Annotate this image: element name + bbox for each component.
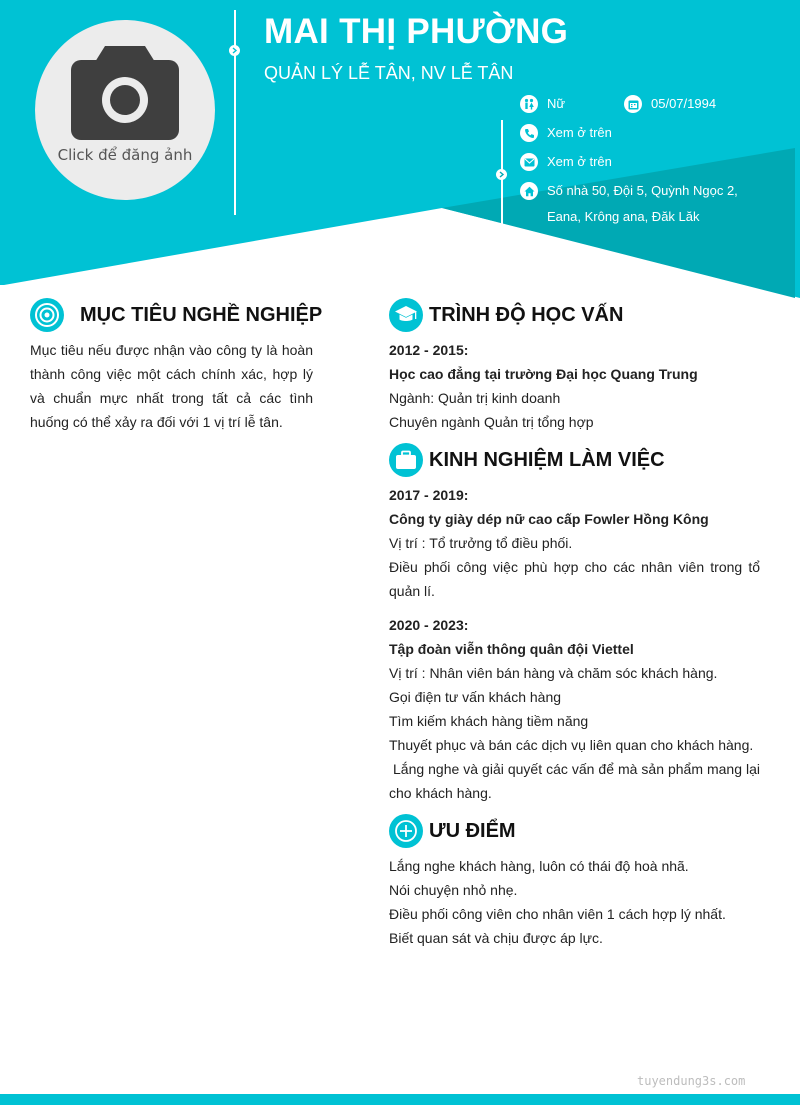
job-line: Thuyết phục và bán các dịch vụ liên quan cho khách hàng. xyxy=(389,737,754,753)
contact-birthday xyxy=(624,91,716,117)
phone-icon xyxy=(520,124,538,142)
email-icon xyxy=(520,153,538,171)
objective-heading xyxy=(30,298,322,332)
calendar-icon xyxy=(624,95,642,113)
camera-icon xyxy=(71,46,179,140)
job-line: Vị trí : Tổ trưởng tổ điều phối. xyxy=(389,535,573,551)
job-title: QUẢN LÝ LỄ TÂN, NV LỄ TÂN xyxy=(264,63,514,83)
graduation-cap-icon xyxy=(389,298,423,332)
strength-line: Nói chuyện nhỏ nhẹ. xyxy=(389,882,518,898)
briefcase-icon xyxy=(389,443,423,477)
strengths-heading xyxy=(389,814,516,848)
plus-circle-icon xyxy=(389,814,423,848)
job-company: Công ty giày dép nữ cao cấp Fowler Hồng Kông xyxy=(389,511,709,527)
experience-heading xyxy=(389,443,665,477)
candidate-name: MAI THỊ PHƯỜNG xyxy=(264,12,569,51)
target-icon xyxy=(30,298,64,332)
objective-text: Mục tiêu nếu được nhận vào công ty là hoàn thành công việc một cách chính xác, hợp lý và chuẩn mực nhất trong tất cả các tình huống có thể xảy ra đối với 1 vị trí lễ tân. xyxy=(30,342,313,430)
email-value: Xem ở trên xyxy=(547,154,612,169)
education-period: 2012 - 2015: xyxy=(389,342,469,358)
contact-address xyxy=(520,178,755,230)
strength-line: Điều phối công viên cho nhân viên 1 cách hợp lý nhất. xyxy=(389,906,726,922)
strengths-block xyxy=(389,854,760,950)
contact-gender xyxy=(520,91,565,117)
chevron-right-icon xyxy=(496,169,507,180)
birthday-value: 05/07/1994 xyxy=(651,96,717,111)
home-icon xyxy=(520,182,538,200)
job-period: 2017 - 2019: xyxy=(389,487,469,503)
strength-line: Biết quan sát và chịu được áp lực. xyxy=(389,930,603,946)
education-line: Ngành: Quản trị kinh doanh xyxy=(389,390,561,406)
address-value: Số nhà 50, Đội 5, Quỳnh Ngọc 2, Eana, Krông ana, Đăk Lăk xyxy=(547,183,738,224)
strength-line: Lắng nghe khách hàng, luôn có thái độ hoà nhã. xyxy=(389,858,689,874)
chevron-right-icon xyxy=(229,45,240,56)
education-heading xyxy=(389,298,623,332)
experience-title: KINH NGHIỆM LÀM VIỆC xyxy=(429,448,665,471)
job-period: 2020 - 2023: xyxy=(389,617,469,633)
education-school: Học cao đẳng tại trường Đại học Quang Trung xyxy=(389,366,698,382)
header-divider-line xyxy=(234,10,236,215)
job-line: Lắng nghe và giải quyết các vấn để mà sản phẩm mang lại cho khách hàng. xyxy=(389,761,764,801)
footer-bar xyxy=(0,1094,800,1105)
gender-value: Nữ xyxy=(547,96,566,111)
experience-job-1 xyxy=(389,483,760,603)
education-title: TRÌNH ĐỘ HỌC VẤN xyxy=(429,303,624,326)
education-line: Chuyên ngành Quản trị tổng hợp xyxy=(389,414,594,430)
site-watermark: tuyendung3s.com xyxy=(637,1074,746,1088)
contact-phone xyxy=(520,120,612,146)
strengths-title: ƯU ĐIỂM xyxy=(429,819,516,842)
profile-photo-upload[interactable] xyxy=(35,20,215,200)
phone-value: Xem ở trên xyxy=(547,125,612,140)
job-line: Vị trí : Nhân viên bán hàng và chăm sóc khách hàng. xyxy=(389,665,718,681)
education-block xyxy=(389,338,760,434)
job-company: Tập đoàn viễn thông quân đội Viettel xyxy=(389,641,634,657)
contact-email xyxy=(520,149,612,175)
job-line: Tìm kiếm khách hàng tiềm năng xyxy=(389,713,589,729)
job-line: Gọi điện tư vấn khách hàng xyxy=(389,689,562,705)
photo-upload-label: Click để đăng ảnh xyxy=(57,146,193,164)
experience-job-2 xyxy=(389,613,764,805)
gender-icon xyxy=(520,95,538,113)
job-line: Điều phối công việc phù hợp cho các nhân viên trong tổ quản lí. xyxy=(389,559,760,599)
objective-title: MỤC TIÊU NGHỀ NGHIỆP xyxy=(80,303,323,326)
